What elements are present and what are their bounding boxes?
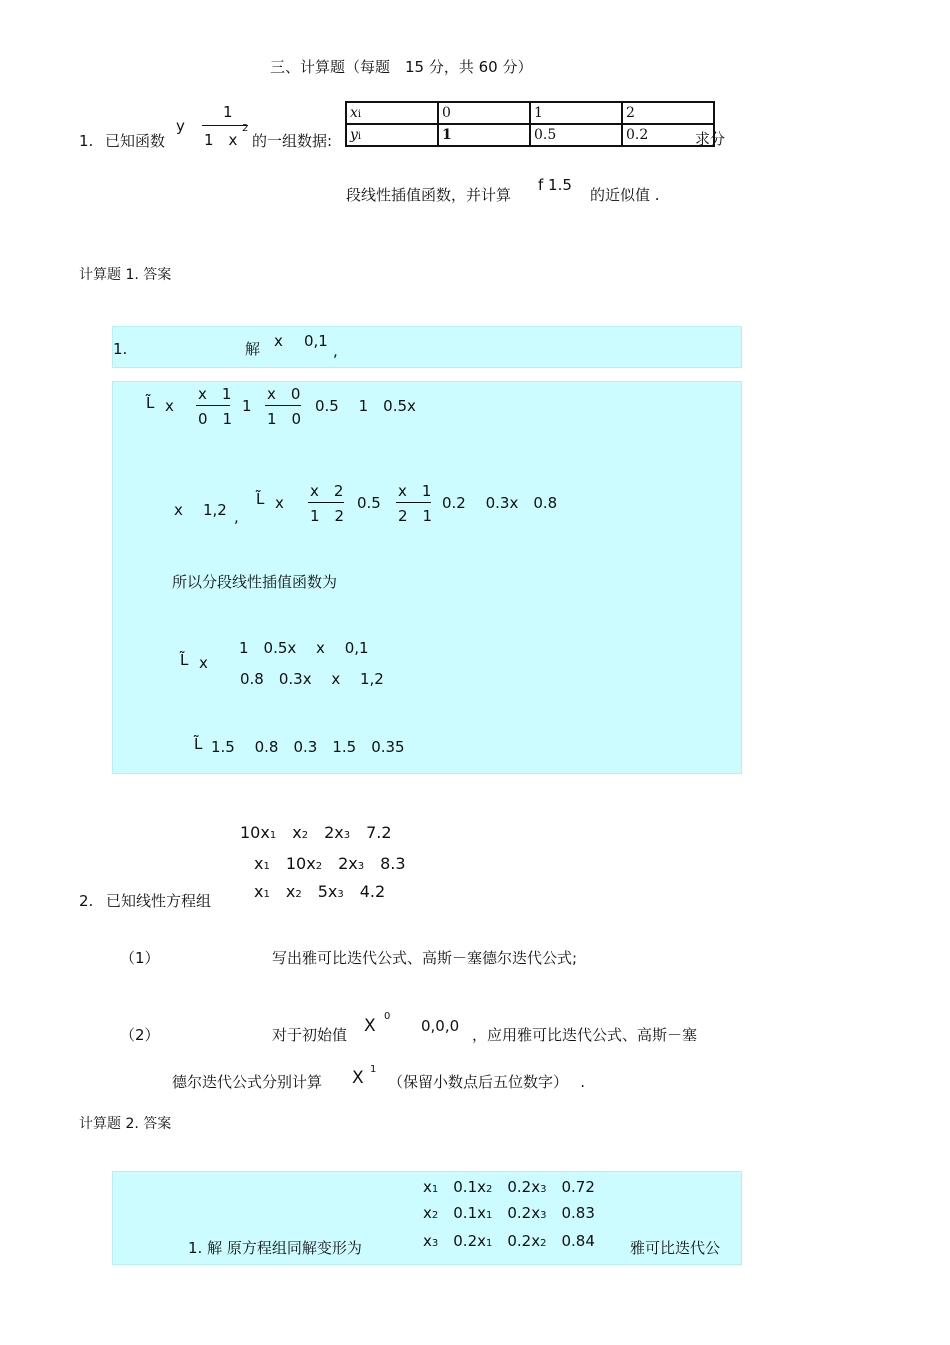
ans1-t3: 0.5 bbox=[357, 494, 381, 512]
q2-part2-X-sup: 0 bbox=[384, 1011, 391, 1022]
table-cell: 0 bbox=[438, 102, 530, 124]
ans2-row3: x3 0.2x1 0.2x2 0.84 bbox=[423, 1232, 595, 1250]
ans1-pw-line1: 1 0.5x x 0,1 bbox=[239, 639, 369, 657]
q2-part3-X: X bbox=[352, 1068, 364, 1088]
table-cell: 2 bbox=[622, 102, 714, 124]
ans1-l2-int: 1,2 bbox=[203, 501, 227, 519]
ans1-f2-line bbox=[265, 405, 301, 406]
ans1-f1-num: x 1 bbox=[198, 385, 232, 403]
q1-func-numerator: 1 bbox=[223, 103, 233, 121]
section-title: 三、计算题（每题 15 分，共 60 分） bbox=[270, 58, 533, 76]
answer1-box-header bbox=[112, 326, 742, 368]
table-cell: 1 bbox=[438, 124, 530, 146]
ans1-comma: , bbox=[333, 342, 338, 360]
table-cell-x-label: xi bbox=[346, 102, 438, 124]
ans1-f4-den: 2 1 bbox=[398, 507, 433, 525]
q2-part2-a: 对于初始值 bbox=[272, 1026, 348, 1044]
q2-part2-b: ，应用雅可比迭代公式、高斯－塞 bbox=[472, 1026, 698, 1044]
ans1-l2-Lx: x bbox=[275, 494, 284, 512]
ans1-t1: 1 bbox=[242, 397, 252, 415]
q1-func-exponent: 2 bbox=[242, 123, 249, 134]
ans1-l1-x: x bbox=[165, 397, 174, 415]
ans1-x: x bbox=[274, 332, 283, 350]
q2-eq2: x1 10x2 2x3 8.3 bbox=[254, 854, 406, 873]
ans1-l2-L: L͂ bbox=[256, 490, 265, 508]
answer1-label: 计算题 1. 答案 bbox=[79, 267, 172, 283]
ans2-row2: x2 0.1x1 0.2x3 0.83 bbox=[423, 1204, 595, 1222]
table-row-y bbox=[346, 124, 714, 146]
ans1-f2-num: x 0 bbox=[267, 385, 301, 403]
q1-lead: 已知函数 bbox=[105, 132, 166, 150]
q1-line2-f: f 1.5 bbox=[538, 176, 572, 194]
ans1-L-symbol: L͂ bbox=[146, 394, 155, 412]
ans1-f3-num: x 2 bbox=[310, 482, 344, 500]
q2-eq1: 10x1 x2 2x3 7.2 bbox=[240, 823, 392, 842]
q2-part1-text: 写出雅可比迭代公式、高斯－塞德尔迭代公式; bbox=[272, 949, 578, 967]
ans2-tail: 雅可比迭代公 bbox=[630, 1239, 721, 1257]
ans1-f1-den: 0 1 bbox=[198, 410, 233, 428]
q2-part3-a: 德尔迭代公式分别计算 bbox=[172, 1073, 323, 1091]
ans1-pw-x: x bbox=[199, 654, 208, 672]
q2-part3-X-sup: 1 bbox=[370, 1064, 377, 1075]
ans1-l2-comma: , bbox=[234, 508, 239, 526]
q1-after-func: 的一组数据: bbox=[252, 132, 333, 150]
table-row-x bbox=[346, 102, 714, 124]
q2-part2-value: 0,0,0 bbox=[421, 1017, 460, 1035]
q1-line2-a: 段线性插值函数，并计算 bbox=[346, 186, 512, 204]
table-cell: 1 bbox=[530, 102, 622, 124]
ans1-f3-line bbox=[308, 502, 344, 503]
ans1-sentence: 所以分段线性插值函数为 bbox=[172, 573, 338, 591]
ans1-f4-num: x 1 bbox=[398, 482, 432, 500]
q2-eq3: x1 x2 5x3 4.2 bbox=[254, 882, 386, 901]
ans1-interval: 0,1 bbox=[304, 332, 328, 350]
q2-part1-number: （1） bbox=[120, 949, 160, 967]
q2-number: 2. bbox=[79, 892, 94, 910]
ans1-f3-den: 1 2 bbox=[310, 507, 345, 525]
q2-lead: 已知线性方程组 bbox=[106, 892, 212, 910]
ans1-t4: 0.2 0.3x 0.8 bbox=[442, 494, 558, 512]
table-cell: 0.5 bbox=[530, 124, 622, 146]
ans1-pw-line2: 0.8 0.3x x 1,2 bbox=[240, 670, 384, 688]
q2-part2-X: X bbox=[364, 1016, 376, 1036]
q1-func-y: y bbox=[176, 117, 185, 135]
ans1-number: 1. bbox=[113, 340, 128, 358]
q2-part2-number: （2） bbox=[120, 1026, 160, 1044]
q1-func-denominator: 1 x bbox=[204, 131, 238, 149]
ans1-f2-den: 1 0 bbox=[267, 410, 302, 428]
ans1-final-L: L͂ bbox=[194, 735, 203, 753]
answer2-label: 计算题 2. 答案 bbox=[79, 1116, 172, 1132]
q1-tail: 求分 bbox=[695, 130, 726, 148]
ans1-pw-L: L͂ bbox=[180, 651, 189, 669]
ans1-jie: 解 bbox=[245, 340, 261, 358]
ans2-row1: x1 0.1x2 0.2x3 0.72 bbox=[423, 1178, 595, 1196]
table-cell-y-label: yi bbox=[346, 124, 438, 146]
ans1-l2-x: x bbox=[174, 501, 183, 519]
ans1-final: 1.5 0.8 0.3 1.5 0.35 bbox=[211, 738, 405, 756]
ans1-f4-line bbox=[396, 502, 431, 503]
q1-line2-b: 的近似值 . bbox=[590, 186, 660, 204]
table-cell: 0.2 bbox=[622, 124, 714, 146]
ans1-t2: 0.5 1 0.5x bbox=[315, 397, 416, 415]
q1-number: 1. bbox=[79, 132, 94, 150]
q2-part3-b: （保留小数点后五位数字） . bbox=[388, 1073, 586, 1091]
q1-data-table bbox=[345, 101, 715, 147]
ans2-lead: 1. 解 原方程组同解变形为 bbox=[188, 1239, 362, 1257]
ans1-f1-line bbox=[196, 405, 230, 406]
